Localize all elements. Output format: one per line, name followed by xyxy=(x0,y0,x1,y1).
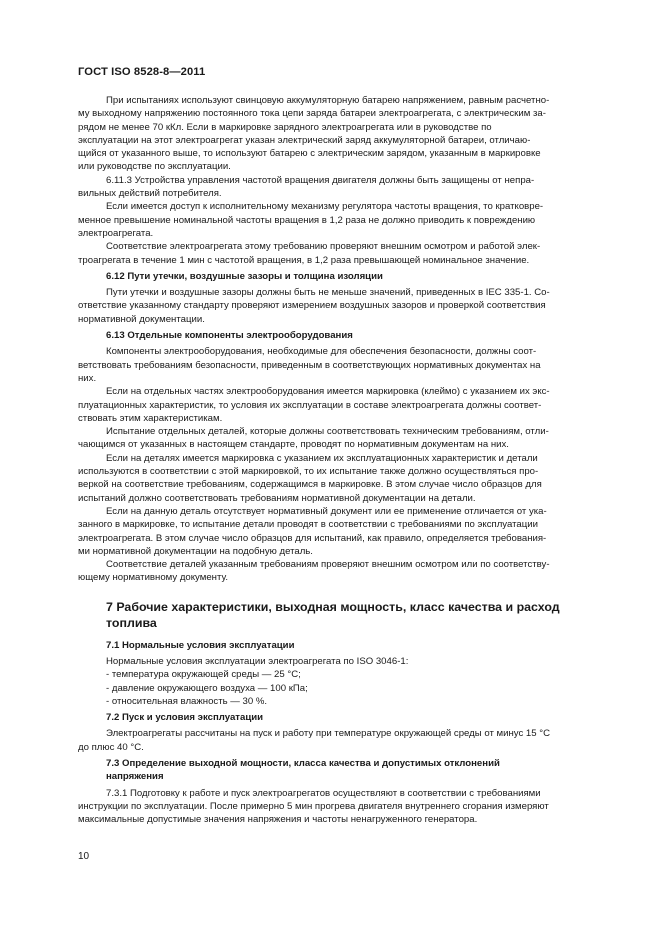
list-item-pressure: - давление окружающего воздуха — 100 кПа; xyxy=(106,682,308,694)
paragraph-regulator-access: Если имеется доступ к исполнительному механизму регулятора частоты вращения, то кратковре- менное превышение номинальной частоты вращения в 1,2 раза не должно приводить к повреждению электроагрегата. xyxy=(78,201,544,239)
paragraph-marked-parts: Если на деталях имеется маркировка с указанием их эксплуатационных характеристик и детали используются в соответствии с этой маркировкой, то их испытание также должно осуществляться про- веркой на соответствие требованиям, содержащимся в маркировке. В этом случае число образцов для испытаний должно соответствовать требованиям нормативной документации на детали. xyxy=(78,452,542,504)
paragraph-testing-parts: Испытание отдельных деталей, которые должны соответствовать техническим требованиям, отли- чающимся от указанных в настоящем стандарте, проводят по нормативным документам на них. xyxy=(78,426,549,451)
paragraph-compliance-check: Соответствие электроагрегата этому требованию проверяют внешним осмотром и работой элек- троагрегата в течение 1 мин с частотой вращения, в 1,2 раза превышающей номинальное значение. xyxy=(78,241,541,266)
page-body xyxy=(78,94,614,827)
section-heading-6-12: 6.12 Пути утечки, воздушные зазоры и толщина изоляции xyxy=(106,270,383,282)
section-heading-7: 7 Рабочие характеристики, выходная мощность, класс качества и расход топлива xyxy=(106,599,560,630)
paragraph-marking: Если на отдельных частях электрооборудования имеется маркировка (клеймо) с указанием их экс- плуатационных характеристик, то условия их эксплуатации в составе электроагрегата должны соответ- ствовать этим характеристикам. xyxy=(78,386,550,424)
paragraph-creepage: Пути утечки и воздушные зазоры должны быть не меньше значений, приведенных в IEC 335-1. Со- ответствие указанному стандарту проверяют измерением воздушных зазоров и проверкой соответствия нормативной документации. xyxy=(78,287,550,325)
paragraph-no-standard: Если на данную деталь отсутствует нормативный документ или ее применение отличается от ука- занного в маркировке, то испытание детали проводят в соответствии с требованиями по эксплуатации электроагрегата. В этом случае число образцов для испытаний, как правило, определяется требования- ми нормативной документации на подобную деталь. xyxy=(78,505,547,557)
paragraph-7-3-1: 7.3.1 Подготовку к работе и пуск электроагрегатов осуществляют в соответствии с требованиями инструкции по эксплуатации. После примерно 5 мин прогрева двигателя внутреннего сгорания измеряют максимальные допустимые значения напряжения и частоты ненагруженного генератора. xyxy=(78,787,549,826)
paragraph-normal-conditions: Нормальные условия эксплуатации электроагрегата по ISO 3046-1: xyxy=(106,655,409,667)
paragraph-battery-test: При испытаниях используют свинцовую аккумуляторную батарею напряжением, равным расчетно- му выходному напряжению постоянного тока цепи заряда батареи электроагрегата, с электрическим за- рядом не менее 70 кКл. Если в маркировке зарядного электроагрегата или в руководстве по эксплуатации на этот электроагрегат указан электрический заряд аккумуляторной батареи, отличаю- щийся от указанного выше, то используют батарею с электрическим зарядом, указанным в маркировке или руководстве по эксплуатации. xyxy=(78,95,550,173)
section-heading-7-3: 7.3 Определение выходной мощности, класса качества и допустимых отклонений напряжения xyxy=(106,758,500,783)
document-header: ГОСТ ISO 8528-8—2011 xyxy=(78,66,206,78)
page-number: 10 xyxy=(78,851,90,862)
section-heading-7-2: 7.2 Пуск и условия эксплуатации xyxy=(106,712,264,724)
paragraph-6-11-3: 6.11.3 Устройства управления частотой вращения двигателя должны быть защищены от непра- вильных действий потребителя. xyxy=(78,174,535,200)
section-heading-6-13: 6.13 Отдельные компоненты электрооборудования xyxy=(106,330,353,342)
paragraph-start-conditions: Электроагрегаты рассчитаны на пуск и работу при температуре окружающей среды от минус 15 °C до плюс 40 °C. xyxy=(78,728,551,753)
paragraph-components: Компоненты электрооборудования, необходимые для обеспечения безопасности, должны соот- ветствовать требованиям безопасности, приведенным в соответствующих нормативных документах на них. xyxy=(78,346,541,384)
paragraph-parts-compliance: Соответствие деталей указанным требованиям проверяют внешним осмотром или по соответству- ющему нормативному документу. xyxy=(78,559,550,584)
list-item-humidity: - относительная влажность — 30 %. xyxy=(106,695,268,707)
section-heading-7-1: 7.1 Нормальные условия эксплуатации xyxy=(106,639,295,651)
list-item-temperature: - температура окружающей среды — 25 °C; xyxy=(106,669,301,681)
